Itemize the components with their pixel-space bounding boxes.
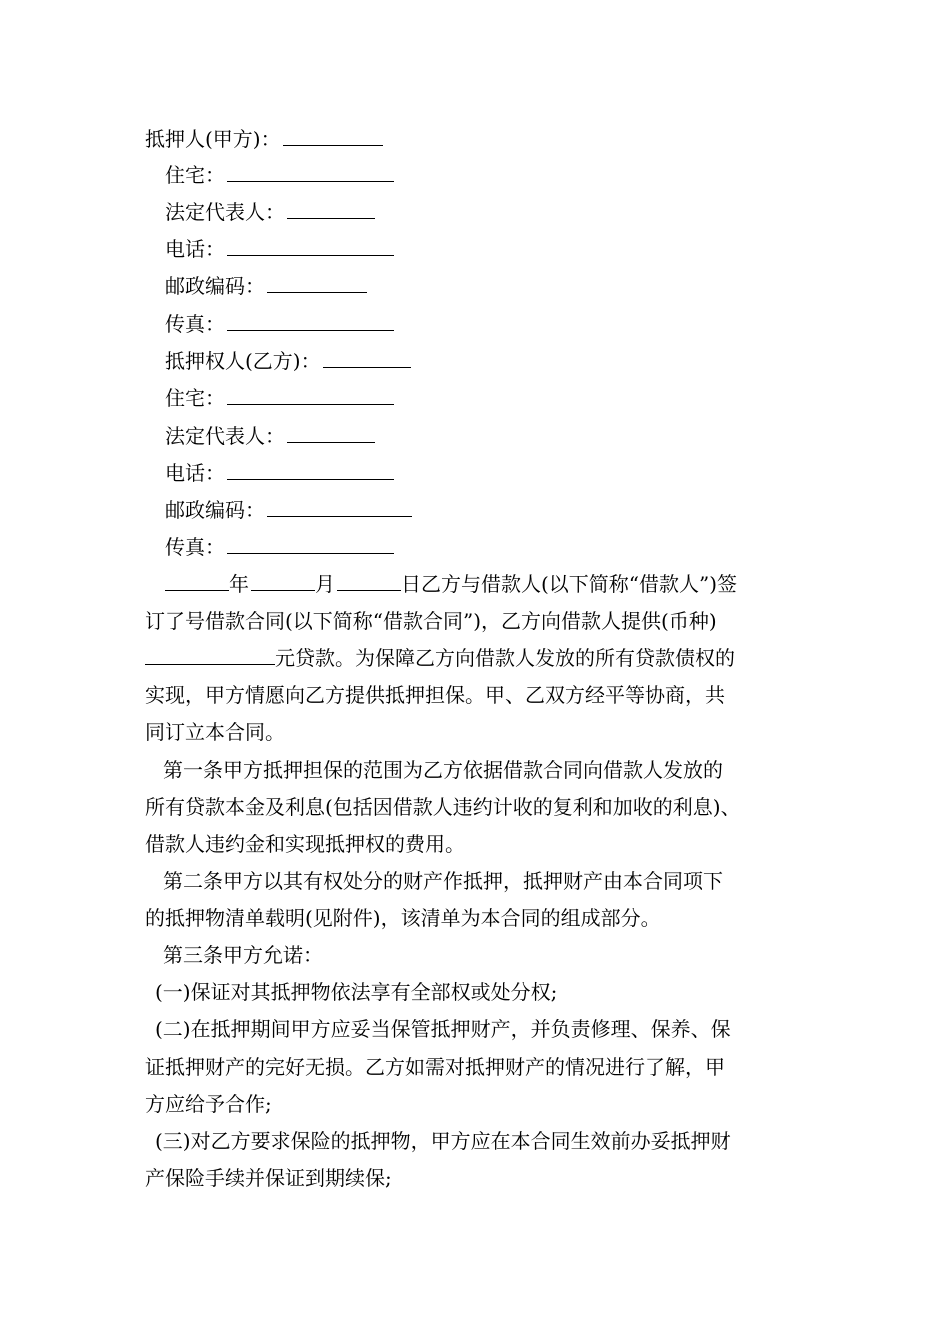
- month-blank: [251, 568, 315, 591]
- mortgagee-line: [165, 343, 830, 379]
- intro-line-3-text: 元贷款。为保障乙方向借款人发放的所有贷款债权的: [275, 646, 735, 670]
- year-blank: [165, 568, 229, 591]
- article3-item2-line-2-text: 证抵押财产的完好无损。乙方如需对抵押财产的情况进行了解，甲: [145, 1055, 725, 1079]
- residence-a-line: [165, 157, 830, 193]
- article1-line-2-text: 所有贷款本金及利息(包括因借款人违约计收的复利和加收的利息)、: [145, 795, 741, 819]
- residence-a-label: 住宅：: [165, 163, 225, 187]
- amount-blank: [145, 642, 275, 665]
- intro-line-4: [145, 677, 810, 713]
- phone-a-label: 电话：: [165, 237, 225, 261]
- intro-line-2: [145, 603, 810, 639]
- day-blank: [337, 568, 401, 591]
- intro-line-4-text: 实现，甲方情愿向乙方提供抵押担保。甲、乙双方经平等协商，共: [145, 683, 725, 707]
- article1-line-2: [145, 789, 810, 825]
- article2-line-2-text: 的抵押物清单载明(见附件)，该清单为本合同的组成部分。: [145, 906, 661, 930]
- legal-rep-b-label: 法定代表人：: [165, 424, 285, 448]
- fax-b-blank: [227, 531, 394, 554]
- article2-line-1: [163, 863, 828, 899]
- article3-item1: [155, 974, 820, 1010]
- intro-line-1-text: 日乙方与借款人(以下简称“借款人”)签: [401, 572, 738, 596]
- article1-line-1: [163, 752, 828, 788]
- phone-a-line: [165, 231, 830, 267]
- mortgagee-blank: [323, 345, 411, 368]
- postcode-a-blank: [267, 270, 367, 293]
- intro-line-3: [145, 640, 810, 676]
- fax-a-line: [165, 306, 830, 342]
- article1-line-1-text: 第一条甲方抵押担保的范围为乙方依据借款合同向借款人发放的: [163, 758, 723, 782]
- mortgagor-line: [145, 121, 810, 157]
- article3-title: [163, 937, 828, 973]
- mortgagee-label: 抵押权人(乙方)：: [165, 349, 321, 373]
- article3-item2-line-3-text: 方应给予合作;: [145, 1092, 272, 1116]
- postcode-a-line: [165, 268, 830, 304]
- postcode-b-label: 邮政编码：: [165, 498, 265, 522]
- article2-line-2: [145, 900, 810, 936]
- legal-rep-a-line: [165, 194, 830, 230]
- intro-line-2-text: 订了号借款合同(以下简称“借款合同”)，乙方向借款人提供(币种): [145, 609, 717, 633]
- phone-a-blank: [227, 233, 394, 256]
- mortgagor-blank: [283, 123, 383, 146]
- phone-b-label: 电话：: [165, 461, 225, 485]
- postcode-b-blank: [267, 494, 412, 517]
- article3-item2-line-2: [145, 1049, 810, 1085]
- article3-item1-text: (一)保证对其抵押物依法享有全部权或处分权;: [155, 980, 558, 1004]
- article3-item2-line-3: [145, 1086, 810, 1122]
- article3-item3-line-1: [155, 1123, 820, 1159]
- intro-line-5: [145, 714, 810, 750]
- residence-b-label: 住宅：: [165, 386, 225, 410]
- article2-line-1-text: 第二条甲方以其有权处分的财产作抵押，抵押财产由本合同项下: [163, 869, 723, 893]
- year-label: 年: [229, 572, 249, 596]
- mortgagor-label: 抵押人(甲方)：: [145, 127, 281, 151]
- article3-item2-line-1: [155, 1011, 820, 1047]
- phone-b-blank: [227, 457, 394, 480]
- article3-item3-line-2-text: 产保险手续并保证到期续保;: [145, 1166, 392, 1190]
- phone-b-line: [165, 455, 830, 491]
- article3-title-text: 第三条甲方允诺：: [163, 943, 323, 967]
- intro-line-5-text: 同订立本合同。: [145, 720, 285, 744]
- intro-line-1: [165, 566, 830, 602]
- fax-b-line: [165, 529, 830, 565]
- month-label: 月: [315, 572, 335, 596]
- residence-b-line: [165, 380, 830, 416]
- legal-rep-b-blank: [287, 420, 375, 443]
- legal-rep-b-line: [165, 418, 830, 454]
- postcode-a-label: 邮政编码：: [165, 274, 265, 298]
- fax-a-blank: [227, 308, 394, 331]
- residence-b-blank: [227, 382, 394, 405]
- residence-a-blank: [227, 159, 394, 182]
- legal-rep-a-label: 法定代表人：: [165, 200, 285, 224]
- fax-a-label: 传真：: [165, 312, 225, 336]
- article1-line-3: [145, 826, 810, 862]
- article3-item2-line-1-text: (二)在抵押期间甲方应妥当保管抵押财产，并负责修理、保养、保: [155, 1017, 731, 1041]
- postcode-b-line: [165, 492, 830, 528]
- article3-item3-line-1-text: (三)对乙方要求保险的抵押物，甲方应在本合同生效前办妥抵押财: [155, 1129, 731, 1153]
- legal-rep-a-blank: [287, 196, 375, 219]
- fax-b-label: 传真：: [165, 535, 225, 559]
- article1-line-3-text: 借款人违约金和实现抵押权的费用。: [145, 832, 465, 856]
- article3-item3-line-2: [145, 1160, 810, 1196]
